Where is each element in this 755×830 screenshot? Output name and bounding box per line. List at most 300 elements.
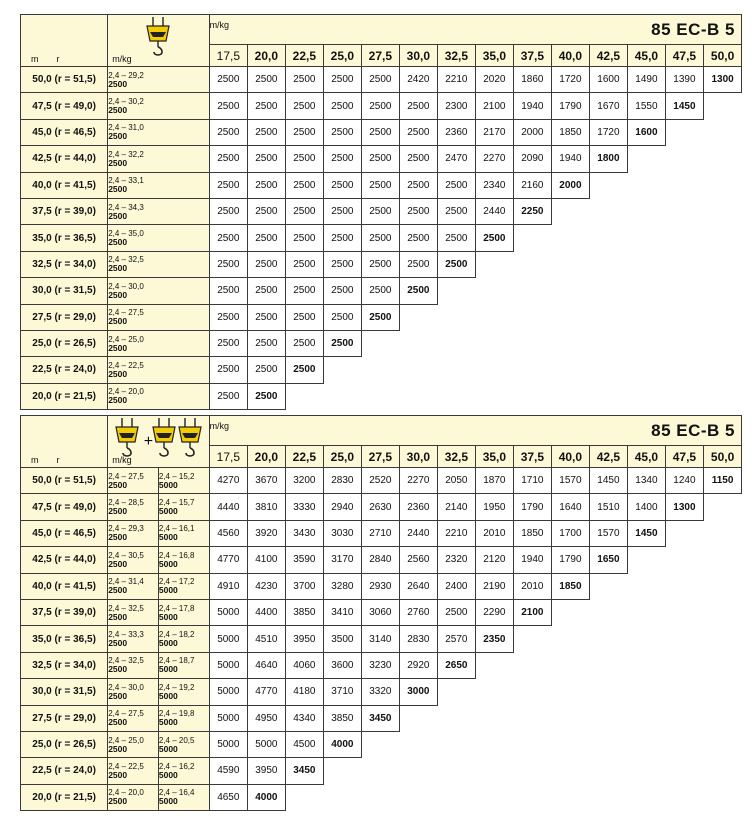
radius-header: 42,5 — [589, 45, 628, 67]
range-cell-double — [158, 547, 209, 573]
max-load: 2500 — [108, 479, 128, 490]
capacity-cell: 2000 — [513, 119, 552, 145]
empty-cell — [361, 330, 400, 356]
capacity-cell: 2500 — [361, 93, 400, 119]
empty-cell — [628, 304, 666, 330]
radius-range: 2,4 – 18,2 — [158, 630, 195, 640]
empty-cell — [665, 304, 704, 330]
radius-header: 45,0 — [628, 446, 666, 468]
radius-header: 50,0 — [704, 45, 742, 67]
capacity-cell: 2830 — [324, 468, 362, 494]
empty-cell — [628, 278, 666, 304]
empty-cell — [476, 330, 514, 356]
empty-cell — [628, 599, 666, 625]
hook-icon — [114, 418, 140, 458]
max-load: 5000 — [158, 664, 178, 675]
capacity-cell: 2250 — [513, 198, 552, 224]
radius-header: 45,0 — [628, 45, 666, 67]
range-cell-double — [158, 652, 209, 678]
capacity-cell: 3330 — [285, 494, 324, 520]
capacity-cell: 4560 — [209, 520, 248, 546]
empty-cell — [400, 784, 438, 810]
max-load: 5000 — [158, 690, 178, 701]
empty-cell — [513, 626, 552, 652]
capacity-cell: 2560 — [400, 547, 438, 573]
capacity-cell: 3280 — [324, 573, 362, 599]
capacity-cell: 4590 — [209, 758, 248, 784]
capacity-cell: 4060 — [285, 652, 324, 678]
empty-cell — [437, 383, 476, 409]
capacity-cell: 3590 — [285, 547, 324, 573]
jib-length: 42,5 (r = 44,0) — [21, 146, 108, 172]
empty-cell — [704, 304, 742, 330]
max-load: 2500 — [108, 184, 128, 195]
empty-cell — [628, 705, 666, 731]
radius-header: 40,0 — [552, 446, 590, 468]
capacity-cell: 1700 — [552, 520, 590, 546]
label-r: r — [56, 54, 60, 64]
empty-cell — [665, 357, 704, 383]
radius-header: 25,0 — [324, 446, 362, 468]
radius-header: 27,5 — [361, 45, 400, 67]
jib-length: 35,0 (r = 36,5) — [21, 626, 108, 652]
empty-cell — [704, 758, 742, 784]
capacity-cell: 2930 — [361, 573, 400, 599]
capacity-cell: 2500 — [361, 278, 400, 304]
radius-range-cell — [108, 330, 209, 356]
range-cell-single — [108, 626, 159, 652]
capacity-cell: 2500 — [209, 304, 248, 330]
range-cell-single — [108, 679, 159, 705]
capacity-cell: 1240 — [665, 468, 704, 494]
capacity-cell: 1940 — [513, 547, 552, 573]
empty-cell — [476, 383, 514, 409]
capacity-cell: 2500 — [437, 198, 476, 224]
empty-cell — [513, 225, 552, 251]
empty-cell — [665, 652, 704, 678]
range-cell-single — [108, 705, 159, 731]
range-cell-single — [108, 599, 159, 625]
radius-header: 35,0 — [476, 45, 514, 67]
capacity-cell: 2290 — [476, 599, 514, 625]
max-load: 2500 — [108, 131, 128, 142]
radius-header: 17,5 — [209, 45, 248, 67]
table-row — [21, 784, 742, 810]
capacity-cell: 2500 — [400, 146, 438, 172]
radius-header: 30,0 — [400, 45, 438, 67]
capacity-cell: 2500 — [324, 172, 362, 198]
table-row — [21, 225, 742, 251]
radius-range: 2,4 – 27,5 — [108, 709, 144, 719]
capacity-cell: 1570 — [589, 520, 628, 546]
jib-length: 20,0 (r = 21,5) — [21, 383, 108, 409]
max-load: 5000 — [158, 796, 178, 807]
radius-range-cell — [108, 146, 209, 172]
radius-range: 2,4 – 32,5 — [108, 603, 144, 613]
radius-range: 2,4 – 30,5 — [108, 550, 144, 560]
empty-cell — [513, 679, 552, 705]
capacity-cell: 1340 — [628, 468, 666, 494]
capacity-cell: 5000 — [209, 679, 248, 705]
capacity-cell: 3950 — [285, 626, 324, 652]
empty-cell — [665, 547, 704, 573]
max-load: 5000 — [158, 717, 178, 728]
empty-cell — [361, 357, 400, 383]
radius-range: 2,4 – 32,2 — [108, 149, 144, 159]
capacity-cell: 2500 — [285, 278, 324, 304]
capacity-cell: 2500 — [285, 198, 324, 224]
empty-cell — [437, 278, 476, 304]
capacity-cell: 2500 — [400, 198, 438, 224]
empty-cell — [552, 330, 590, 356]
capacity-cell: 2940 — [324, 494, 362, 520]
empty-cell — [704, 705, 742, 731]
capacity-cell: 2500 — [285, 172, 324, 198]
capacity-cell: 3950 — [248, 758, 286, 784]
empty-cell — [552, 225, 590, 251]
radius-range: 2,4 – 20,5 — [158, 735, 195, 745]
max-load: 5000 — [158, 611, 178, 622]
capacity-cell: 2920 — [400, 652, 438, 678]
empty-cell — [589, 198, 628, 224]
empty-cell — [324, 357, 362, 383]
range-cell-double — [158, 494, 209, 520]
table-row — [21, 573, 742, 599]
header-row-top — [21, 416, 742, 446]
max-load: 2500 — [108, 611, 128, 622]
empty-cell — [437, 679, 476, 705]
model-title: 85 EC-B 5 — [651, 420, 735, 440]
capacity-cell: 1860 — [513, 67, 552, 93]
capacity-cell: 5000 — [209, 705, 248, 731]
capacity-cell: 4650 — [209, 784, 248, 810]
capacity-cell: 2500 — [209, 198, 248, 224]
capacity-cell: 2500 — [437, 251, 476, 277]
capacity-cell: 3450 — [285, 758, 324, 784]
max-load: 5000 — [158, 638, 178, 649]
empty-cell — [589, 383, 628, 409]
capacity-cell: 3450 — [361, 705, 400, 731]
radius-header: 30,0 — [400, 446, 438, 468]
table-row — [21, 383, 742, 409]
radius-range: 2,4 – 16,1 — [158, 524, 195, 534]
range-cell-double — [158, 626, 209, 652]
empty-cell — [400, 330, 438, 356]
capacity-cell: 4950 — [248, 705, 286, 731]
capacity-cell: 2500 — [209, 357, 248, 383]
range-cell-single — [108, 652, 159, 678]
empty-cell — [665, 251, 704, 277]
max-load: 5000 — [158, 769, 178, 780]
radius-range: 2,4 – 33,3 — [108, 630, 144, 640]
capacity-cell: 2500 — [361, 198, 400, 224]
range-cell-single — [108, 573, 159, 599]
capacity-cell: 3810 — [248, 494, 286, 520]
capacity-cell: 2500 — [209, 93, 248, 119]
empty-cell — [589, 705, 628, 731]
max-load: 2500 — [108, 769, 128, 780]
capacity-cell: 2500 — [209, 251, 248, 277]
empty-cell — [589, 357, 628, 383]
capacity-cell: 1940 — [513, 93, 552, 119]
radius-header: 20,0 — [248, 446, 286, 468]
hook-cell — [108, 15, 209, 67]
radius-range-cell — [108, 172, 209, 198]
radius-range-cell — [108, 93, 209, 119]
radius-range: 2,4 – 31,0 — [108, 123, 144, 133]
table-row — [21, 626, 742, 652]
table-row — [21, 198, 742, 224]
radius-range: 2,4 – 20,0 — [108, 788, 144, 798]
empty-cell — [437, 330, 476, 356]
table-row — [21, 172, 742, 198]
radius-range: 2,4 – 16,4 — [158, 788, 195, 798]
empty-cell — [552, 705, 590, 731]
empty-cell — [628, 225, 666, 251]
empty-cell — [665, 705, 704, 731]
hook-icon — [145, 17, 171, 57]
radius-header: 47,5 — [665, 446, 704, 468]
empty-cell — [628, 357, 666, 383]
capacity-cell: 2500 — [324, 146, 362, 172]
jib-length: 27,5 (r = 29,0) — [21, 304, 108, 330]
capacity-cell: 3670 — [248, 468, 286, 494]
capacity-cell: 2270 — [400, 468, 438, 494]
empty-cell — [552, 731, 590, 757]
capacity-cell: 2500 — [285, 93, 324, 119]
empty-cell — [704, 573, 742, 599]
empty-cell — [628, 383, 666, 409]
radius-range: 2,4 – 17,8 — [158, 603, 195, 613]
radius-header: 37,5 — [513, 45, 552, 67]
capacity-cell: 2500 — [400, 119, 438, 145]
empty-cell — [704, 520, 742, 546]
empty-cell — [437, 731, 476, 757]
empty-cell — [476, 758, 514, 784]
empty-cell — [589, 251, 628, 277]
empty-cell — [589, 626, 628, 652]
axis-label-cell — [21, 15, 108, 67]
empty-cell — [552, 758, 590, 784]
unit-label: m/kg — [209, 420, 230, 431]
radius-range: 2,4 – 25,0 — [108, 334, 144, 344]
table-row — [21, 93, 742, 119]
table-row — [21, 278, 742, 304]
empty-cell — [513, 705, 552, 731]
capacity-cell: 3140 — [361, 626, 400, 652]
plus-sign: + — [143, 433, 154, 450]
jib-length: 40,0 (r = 41,5) — [21, 573, 108, 599]
capacity-cell: 2190 — [476, 573, 514, 599]
capacity-cell: 2500 — [324, 225, 362, 251]
capacity-cell: 2630 — [361, 494, 400, 520]
radius-header: 42,5 — [589, 446, 628, 468]
capacity-cell: 2500 — [361, 172, 400, 198]
empty-cell — [513, 383, 552, 409]
empty-cell — [665, 731, 704, 757]
empty-cell — [552, 251, 590, 277]
empty-cell — [704, 251, 742, 277]
capacity-cell: 1300 — [665, 494, 704, 520]
capacity-cell: 3410 — [324, 599, 362, 625]
radius-header: 37,5 — [513, 446, 552, 468]
empty-cell — [628, 198, 666, 224]
radius-range: 2,4 – 34,3 — [108, 202, 144, 212]
empty-cell — [704, 330, 742, 356]
capacity-cell: 2500 — [248, 330, 286, 356]
capacity-cell: 2500 — [248, 198, 286, 224]
jib-length: 37,5 (r = 39,0) — [21, 599, 108, 625]
capacity-cell: 2500 — [285, 304, 324, 330]
empty-cell — [552, 679, 590, 705]
table-row — [21, 330, 742, 356]
capacity-cell: 2500 — [437, 599, 476, 625]
capacity-cell: 2500 — [400, 172, 438, 198]
empty-cell — [513, 357, 552, 383]
capacity-cell: 2010 — [513, 573, 552, 599]
empty-cell — [324, 784, 362, 810]
max-load: 2500 — [108, 237, 128, 248]
empty-cell — [589, 652, 628, 678]
empty-cell — [704, 731, 742, 757]
max-load: 2500 — [108, 105, 128, 116]
table-row — [21, 146, 742, 172]
empty-cell — [665, 198, 704, 224]
capacity-cell: 1850 — [513, 520, 552, 546]
empty-cell — [704, 652, 742, 678]
capacity-cell: 2350 — [476, 626, 514, 652]
empty-cell — [285, 383, 324, 409]
capacity-cell: 2500 — [248, 251, 286, 277]
empty-cell — [628, 758, 666, 784]
range-cell-double — [158, 599, 209, 625]
capacity-cell: 3920 — [248, 520, 286, 546]
capacity-cell: 5000 — [248, 731, 286, 757]
empty-cell — [476, 251, 514, 277]
empty-cell — [513, 251, 552, 277]
capacity-cell: 4640 — [248, 652, 286, 678]
capacity-cell: 1600 — [589, 67, 628, 93]
radius-range: 2,4 – 32,5 — [108, 656, 144, 666]
radius-range: 2,4 – 17,2 — [158, 577, 195, 587]
table-row — [21, 468, 742, 494]
empty-cell — [513, 784, 552, 810]
empty-cell — [589, 573, 628, 599]
empty-cell — [552, 198, 590, 224]
capacity-cell: 2100 — [476, 93, 514, 119]
jib-length: 22,5 (r = 24,0) — [21, 357, 108, 383]
capacity-cell: 2210 — [437, 520, 476, 546]
capacity-cell: 2500 — [285, 225, 324, 251]
radius-header: 17,5 — [209, 446, 248, 468]
max-load: 2500 — [108, 796, 128, 807]
capacity-cell: 1720 — [589, 119, 628, 145]
max-load: 2500 — [108, 395, 128, 406]
max-load: 2500 — [108, 664, 128, 675]
capacity-cell: 4510 — [248, 626, 286, 652]
range-cell-single — [108, 468, 159, 494]
capacity-cell: 2170 — [476, 119, 514, 145]
table-row — [21, 304, 742, 330]
radius-range-cell — [108, 67, 209, 93]
capacity-cell: 4000 — [324, 731, 362, 757]
max-load: 2500 — [108, 78, 128, 89]
capacity-cell: 5000 — [209, 626, 248, 652]
label-m: m — [31, 455, 39, 465]
range-cell-single — [108, 731, 159, 757]
radius-range: 2,4 – 33,1 — [108, 176, 144, 186]
empty-cell — [589, 225, 628, 251]
radius-range: 2,4 – 29,2 — [108, 70, 144, 80]
radius-range-cell — [108, 251, 209, 277]
capacity-cell: 2500 — [285, 330, 324, 356]
jib-length: 25,0 (r = 26,5) — [21, 330, 108, 356]
capacity-cell: 2360 — [437, 119, 476, 145]
empty-cell — [628, 679, 666, 705]
empty-cell — [665, 599, 704, 625]
empty-cell — [704, 146, 742, 172]
radius-range: 2,4 – 27,5 — [108, 471, 144, 481]
capacity-cell: 2500 — [324, 278, 362, 304]
radius-range: 2,4 – 19,2 — [158, 682, 195, 692]
max-load: 2500 — [108, 717, 128, 728]
axis-label-cell — [21, 416, 108, 468]
capacity-cell: 2500 — [361, 225, 400, 251]
capacity-cell: 2500 — [209, 225, 248, 251]
empty-cell — [628, 784, 666, 810]
capacity-cell: 4000 — [248, 784, 286, 810]
jib-length: 32,5 (r = 34,0) — [21, 251, 108, 277]
capacity-cell: 2120 — [476, 547, 514, 573]
capacity-cell: 1790 — [552, 93, 590, 119]
max-load: 2500 — [108, 690, 128, 701]
capacity-cell: 1710 — [513, 468, 552, 494]
capacity-cell: 4340 — [285, 705, 324, 731]
empty-cell — [628, 330, 666, 356]
capacity-cell: 2500 — [361, 119, 400, 145]
empty-cell — [589, 758, 628, 784]
capacity-cell: 2090 — [513, 146, 552, 172]
empty-cell — [400, 758, 438, 784]
jib-length: 32,5 (r = 34,0) — [21, 652, 108, 678]
capacity-cell: 2500 — [361, 146, 400, 172]
jib-length: 20,0 (r = 21,5) — [21, 784, 108, 810]
capacity-cell: 2500 — [285, 251, 324, 277]
radius-range: 2,4 – 18,7 — [158, 656, 195, 666]
range-cell-double — [158, 573, 209, 599]
radius-range-cell — [108, 119, 209, 145]
empty-cell — [552, 304, 590, 330]
empty-cell — [437, 705, 476, 731]
empty-cell — [589, 330, 628, 356]
capacity-cell: 2500 — [324, 330, 362, 356]
capacity-cell: 1850 — [552, 119, 590, 145]
empty-cell — [704, 198, 742, 224]
empty-cell — [513, 758, 552, 784]
hook-icon — [177, 418, 203, 458]
capacity-cell: 3600 — [324, 652, 362, 678]
radius-header: 25,0 — [324, 45, 362, 67]
capacity-cell: 4910 — [209, 573, 248, 599]
empty-cell — [476, 731, 514, 757]
capacity-cell: 2500 — [209, 383, 248, 409]
radius-range: 2,4 – 31,4 — [108, 577, 144, 587]
capacity-cell: 4770 — [209, 547, 248, 573]
radius-range: 2,4 – 27,5 — [108, 308, 144, 318]
jib-length: 30,0 (r = 31,5) — [21, 278, 108, 304]
capacity-cell: 2160 — [513, 172, 552, 198]
capacity-cell: 2500 — [248, 278, 286, 304]
